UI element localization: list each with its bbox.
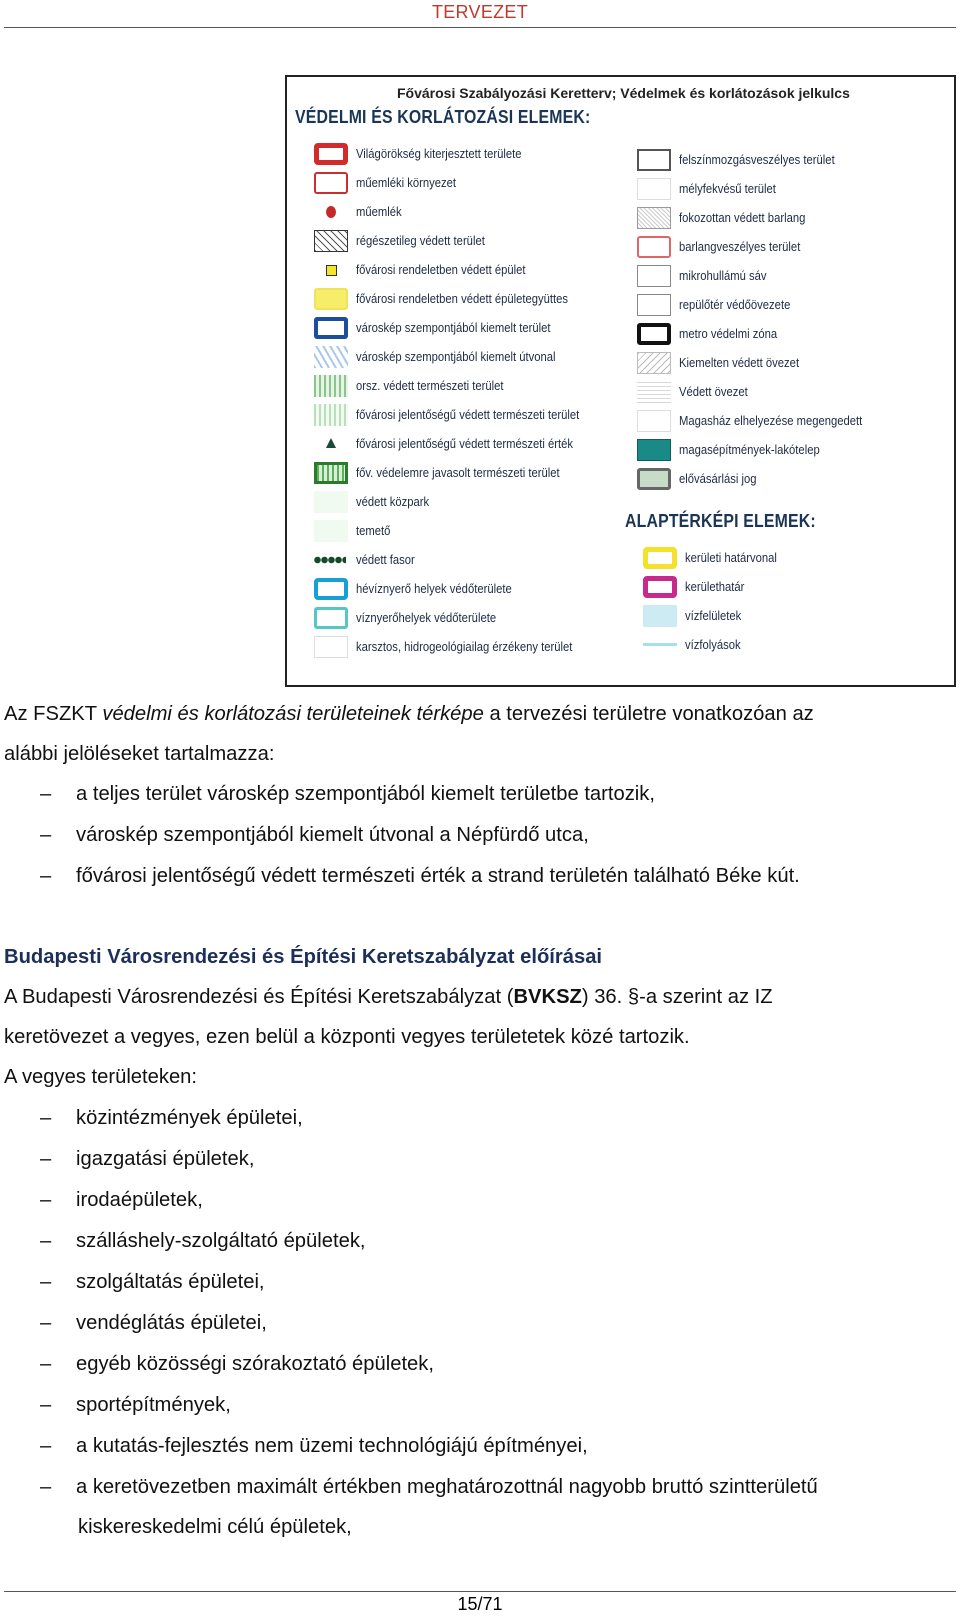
red-dot-symbol [314, 201, 348, 223]
legend-item: főv. védelemre javasolt természeti terület [314, 460, 582, 486]
legend-item: fővárosi jelentőségű védett természeti terület [314, 402, 604, 428]
green-frame-symbol [314, 462, 348, 484]
legend-item: mélyfekvésű terület [637, 176, 787, 202]
light-frame-symbol [314, 636, 348, 658]
diagonal-hatch-symbol [637, 352, 671, 374]
triangle-icon [314, 433, 348, 455]
gray-green-frame-symbol [637, 468, 671, 490]
legend-item: barlangveszélyes terület [637, 234, 814, 260]
yellow-fill-symbol [314, 288, 348, 310]
section-paragraph-line2: keretövezet a vegyes, ezen belül a központi vegyes területetek közé tartozik. [4, 1026, 690, 1048]
cyan-frame-symbol [314, 578, 348, 600]
legend-item: régészetileg védett terület [314, 228, 499, 254]
red-frame-symbol [637, 236, 671, 258]
legend-item: fővárosi jelentőségű védett természeti érték [314, 431, 597, 457]
light-blue-fill-symbol [643, 605, 677, 627]
teal-fill-symbol [637, 439, 671, 461]
blue-hatch-symbol [314, 346, 348, 368]
legend-item: védett közpark [314, 489, 437, 515]
legend-item: fővárosi rendeletben védett épületegyüttes [314, 286, 592, 312]
legend-item: vízfolyások [643, 632, 747, 658]
legend-item: Kiemelten védett övezet [637, 350, 812, 376]
legend-item: orsz. védett természeti terület [314, 373, 520, 399]
section-paragraph-vegyes: A vegyes területeken: [4, 1066, 198, 1088]
bvksz-abbreviation: BVKSZ [513, 986, 582, 1008]
red-thick-frame-symbol [314, 143, 348, 165]
legend-item: kerülethatár [643, 574, 751, 600]
waterway-line-symbol [643, 634, 677, 656]
legend-item: felszínmozgásveszélyes terület [637, 147, 852, 173]
light-frame-symbol [637, 410, 671, 432]
pale-green-symbol [314, 520, 348, 542]
hatched-area-symbol [314, 230, 348, 252]
intro-paragraph-line1: Az FSZKT védelmi és korlátozási területeinek térképe a tervezési területre vonatkozóan az [4, 703, 814, 725]
turquoise-frame-symbol [314, 607, 348, 629]
intro-paragraph-line2: alábbi jelöléseket tartalmazza: [4, 743, 275, 765]
yellow-frame-symbol [643, 547, 677, 569]
legend-item: elővásárlási jog [637, 466, 765, 492]
legend-item: kerületi határvonal [643, 545, 787, 571]
header-divider [4, 27, 956, 28]
legend-item: Világörökség kiterjesztett területe [314, 141, 540, 167]
legend-figure [285, 75, 956, 687]
legend-item: metro védelmi zóna [637, 321, 788, 347]
legend-item: városkép szempontjából kiemelt útvonal [314, 344, 578, 370]
legend-item: fővárosi rendeletben védett épület [314, 257, 544, 283]
legend-item: védett fasor [314, 547, 421, 573]
section-heading: Budapesti Városrendezési és Építési Keretszabályzat előírásai [4, 946, 603, 968]
black-frame-symbol [637, 323, 671, 345]
light-frame-symbol [637, 178, 671, 200]
red-frame-symbol [314, 172, 348, 194]
green-stripe-symbol [314, 375, 348, 397]
gray-frame-symbol [637, 149, 671, 171]
legend-item: Védett övezet [637, 379, 755, 405]
legend-title: Fővárosi Szabályozási Keretterv; Védelmek és korlátozások jelkulcs [397, 85, 850, 101]
pale-green-symbol [314, 491, 348, 513]
legend-section-protection-title: VÉDELMI ÉS KORLÁTOZÁSI ELEMEK: [295, 107, 591, 127]
dotted-area-symbol [637, 207, 671, 229]
legend-item: vízfelületek [643, 603, 748, 629]
legend-item: mikrohullámú sáv [637, 263, 776, 289]
legend-item: magasépítmények-lakótelep [637, 437, 835, 463]
section-paragraph-line1: A Budapesti Városrendezési és Építési Keretszabályzat (BVKSZ) 36. §-a szerint az IZ [4, 986, 773, 1008]
intro-italic: védelmi és korlátozási területeinek térképe [102, 703, 484, 725]
legend-item: hévíznyerő helyek védőterülete [314, 576, 529, 602]
blue-frame-symbol [314, 317, 348, 339]
light-green-stripe-symbol [314, 404, 348, 426]
legend-item: műemlék [314, 199, 407, 225]
line-hatch-symbol [637, 381, 671, 403]
legend-item: víznyerőhelyek védőterülete [314, 605, 512, 631]
document-status-header: TERVEZET [431, 2, 529, 22]
legend-section-base-title: ALAPTÉRKÉPI ELEMEK: [625, 511, 816, 531]
legend-item: temető [314, 518, 394, 544]
legend-item: repülőtér védőövezete [637, 292, 803, 318]
legend-item: városkép szempontjából kiemelt terület [314, 315, 572, 341]
gray-frame-symbol [637, 294, 671, 316]
page-number: 15/71 [457, 1594, 503, 1614]
magenta-frame-symbol [643, 576, 677, 598]
dot-row-symbol [314, 549, 348, 571]
legend-item: Magasház elhelyezése megengedett [637, 408, 883, 434]
yellow-square-symbol [314, 259, 348, 281]
gray-frame-symbol [637, 265, 671, 287]
legend-item: karsztos, hidrogeológiailag érzékeny terület [314, 634, 596, 660]
footer-divider [4, 1591, 956, 1592]
legend-item: műemléki környezet [314, 170, 467, 196]
legend-item: fokozottan védett barlang [637, 205, 819, 231]
